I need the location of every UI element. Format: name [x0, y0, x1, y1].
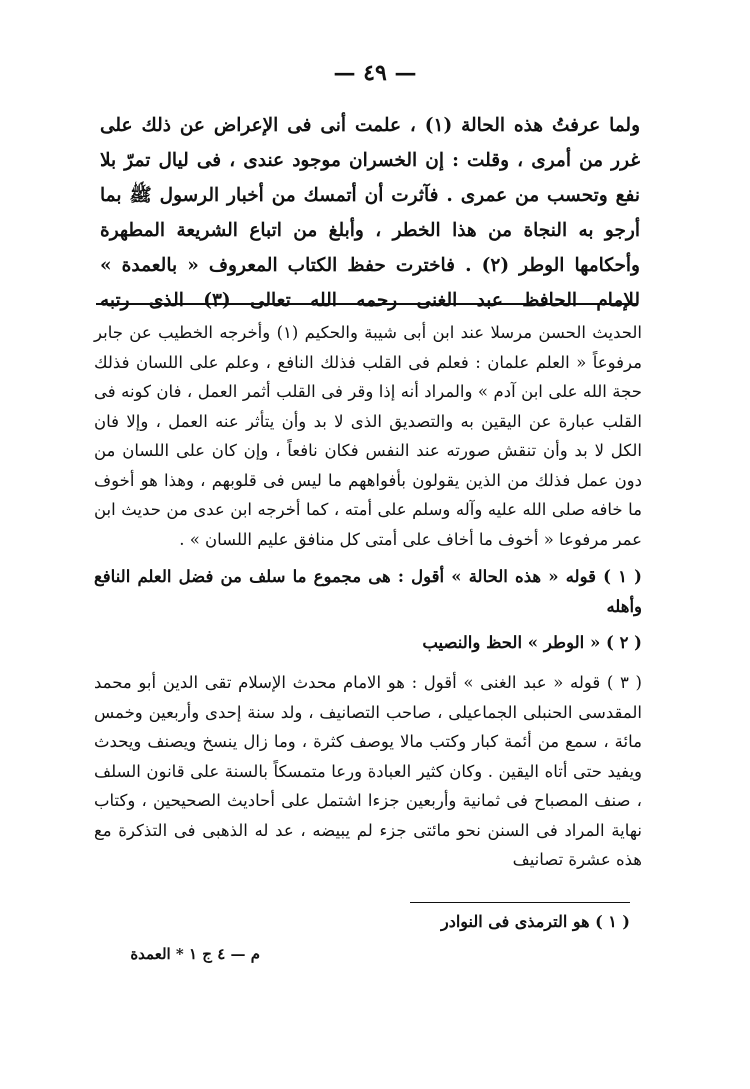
footnote-3: ( ٣ ) قوله « عبد الغنى » أقول : هو الامام محدث الإسلام تقى الدين أبو محمد المقدسى الحنبلى الجماعيلى ، صاحب التصانيف ، ولد سنة إحدى وأربعين وخمس مائة ، سمع من أئمة كبار وكتب مالا يوصف كثرة ، وما زال ينسخ ويصنف ويحدث ويفيد حتى أتاه اليقين . وكان كثير العبادة ورعا متمسكاً بالسنة على قانون السلف ، صنف المصباح فى ثمانية وأربعين جزءا اشتمل على أحاديث الصحيحين ، وكتاب نهاية المراد فى السنن نحو مائتى جزء لم يبيضه ، عد له الذهبى فى التذكرة مع هذه عشرة تصانيف	[94, 673, 643, 869]
footnote-1: ( ١ ) قوله « هذه الحالة » أقول : هى مجموع ما سلف من فضل العلم النافع وأهله	[94, 567, 642, 616]
footnote-2: ( ٢ ) « الوطر » الحظ والنصيب	[422, 633, 642, 652]
main-paragraph: ولما عرفتُ هذه الحالة (١) ، علمت أنى فى الإعراض عن ذلك على غرر من أمرى ، وقلت : إن الخسران موجود عندى ، فى ليال تمرّ بلا نفع وتحسب من عمرى . فآثرت أن أتمسك من أخبار الرسول ﷺ بما أرجو به النجاة من هذا الخطر ، وأبلغ من اتباع الشريعة المطهرة وأحكامها الوطر (٢) . فاخترت حفظ الكتاب المعروف « بالعمدة » للإمام الحافظ عبد الغنى رحمه الله تعالى (٣) الذى رتبه	[100, 115, 640, 311]
commentary-paragraph: الحديث الحسن مرسلا عند ابن أبى شيبة والحكيم (١) وأخرجه الخطيب عن جابر مرفوعاً « العلم علمان : فعلم فى القلب فذلك النافع ، وعلم على اللسان فذلك حجة الله على ابن آدم » والمراد أنه إذا وقر فى القلب أثمر العمل ، فان كونه فى القلب عبارة عن اليقين به والتصديق الذى لا بد وأن يتأثر عنه العمل ، وإلا فان الكل لا بد وأن تنقش صورته عند النفس فكان نافعاً ، وإن كان على اللسان من دون عمل فذلك من الذين يقولون بأفواههم ما ليس فى قلوبهم ، وهذا هو أخوف ما خافه صلى الله عليه وآله وسلم على أمته ، كما أخرجه ابن عدى من حديث ابن عمر مرفوعا « أخوف ما أخاف على أمتى كل منافق عليم اللسان » .	[94, 323, 642, 549]
sub-footnote-separator	[410, 902, 630, 903]
printer-signature: م — ٤ ج ١ * العمدة	[130, 945, 260, 963]
separator-line	[96, 303, 638, 305]
main-text	[100, 108, 640, 318]
page-number: — ٤٩ —	[333, 60, 417, 86]
sub-footnote: ( ١ ) هو الترمذى فى النوادر	[440, 912, 630, 931]
commentary-section	[94, 318, 642, 875]
